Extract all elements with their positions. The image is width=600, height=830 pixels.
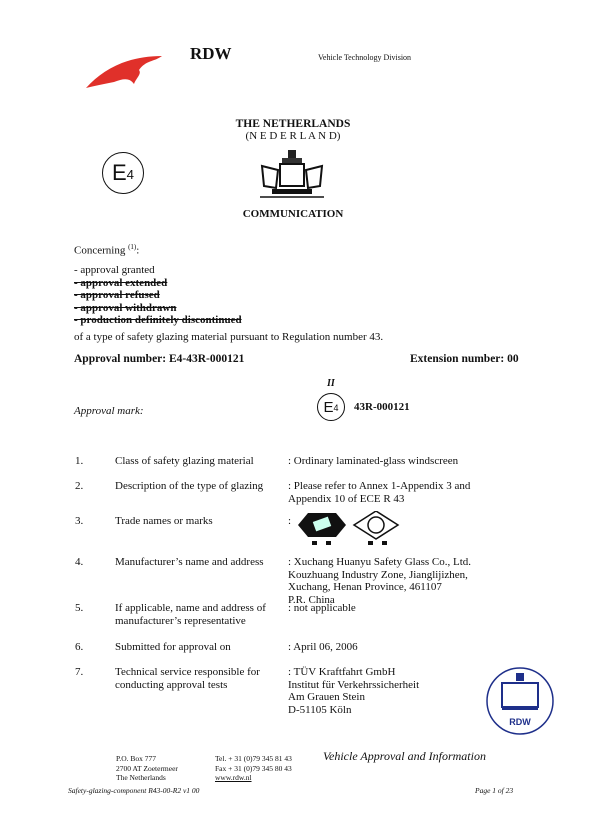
item-number: 1. <box>75 455 84 467</box>
logo-text: RDW <box>190 44 232 63</box>
item-value: : Ordinary laminated-glass windscreen <box>288 455 459 467</box>
contact-info: Tel. + 31 (0)79 345 81 43 Fax + 31 (0)79 345 80 43 www.rdw.nl <box>215 754 292 782</box>
item-number: 4. <box>75 556 84 568</box>
concerning-option: - approval refused <box>74 289 160 301</box>
rdw-feather-logo <box>84 48 164 90</box>
item-label: Description of the type of glazing <box>115 480 264 492</box>
extension-number: Extension number: 00 <box>410 353 519 365</box>
item-label: Class of safety glazing material <box>115 455 254 467</box>
approval-mark-label: Approval mark: <box>74 405 144 417</box>
item-number: 3. <box>75 515 84 527</box>
item-number: 2. <box>75 480 84 492</box>
item-value: : TÜV Kraftfahrt GmbH Institut für Verkehrssicherheit Am Grauen Stein D-51105 Köln <box>288 666 420 716</box>
page-number: Page 1 of 23 <box>475 786 514 795</box>
item-label: Trade names or marks <box>115 515 213 527</box>
department: Vehicle Approval and Information <box>323 749 486 763</box>
regulation-text: of a type of safety glazing material pursuant to Regulation number 43. <box>74 331 384 343</box>
rdw-stamp-icon <box>482 665 554 737</box>
postal-address: P.O. Box 777 2700 AT Zoetermeer The Netherlands <box>116 754 178 782</box>
item-value: : <box>288 515 292 527</box>
item-number: 6. <box>75 641 84 653</box>
item-value: : April 06, 2006 <box>288 641 358 653</box>
concerning-option: - production definitely discontinued <box>74 314 242 326</box>
concerning-option: - approval withdrawn <box>74 301 177 314</box>
communication-heading: COMMUNICATION <box>242 208 344 220</box>
approval-e4-mark: E 4 <box>317 393 345 421</box>
e4-mark: E 4 <box>102 152 144 194</box>
country-heading: THE NETHERLANDS <box>235 118 351 130</box>
division: Vehicle Technology Division <box>318 53 412 62</box>
country-local: (N E D E R L A N D) <box>245 130 341 142</box>
glazing-class: II <box>327 378 335 389</box>
document-id: Safety-glazing-component R43-00-R2 v1 00 <box>68 786 200 795</box>
item-number: 7. <box>75 666 84 678</box>
item-label: Technical service responsible for conducting approval tests <box>115 666 260 691</box>
item-number: 5. <box>75 602 84 614</box>
item-label: If applicable, name and address of manufacturer’s representative <box>115 602 266 627</box>
item-value: : Xuchang Huanyu Safety Glass Co., Ltd. Kouzhuang Industry Zone, Jianglijizhen, Xuchang, Henan Province, 461107 P.R. China <box>288 556 471 606</box>
concerning-label: Concerning $^{(1)}$: <box>74 243 140 257</box>
svg-text:RDW: RDW <box>509 717 531 727</box>
trade-marks-icon <box>298 511 418 547</box>
approval-mark-code: 43R-000121 <box>354 401 410 413</box>
website-link[interactable]: www.rdw.nl <box>215 773 252 782</box>
coat-of-arms-icon <box>258 148 326 200</box>
concerning-option: - approval extended <box>74 276 168 289</box>
concerning-list <box>74 264 242 327</box>
item-label: Manufacturer’s name and address <box>115 556 264 568</box>
item-value: : Please refer to Annex 1-Appendix 3 and Appendix 10 of ECE R 43 <box>288 480 471 505</box>
concerning-option: - approval granted <box>74 264 155 276</box>
item-value: : not applicable <box>288 602 356 614</box>
item-label: Submitted for approval on <box>115 641 231 653</box>
approval-number: Approval number: E4-43R-000121 <box>74 353 245 365</box>
